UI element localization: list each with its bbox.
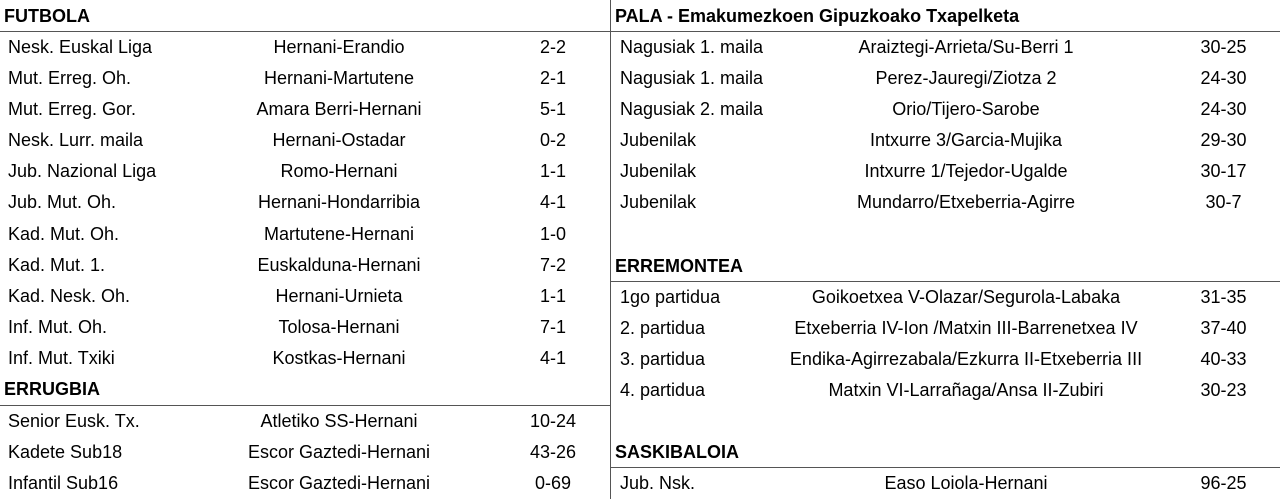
match-cell: Mundarro/Etxeberria-Agirre [856, 192, 1076, 212]
table-row [0, 187, 610, 218]
match-cell: Kostkas-Hernani [272, 348, 406, 368]
score-cell: 24-30 [1200, 99, 1247, 119]
table-row [0, 343, 610, 374]
score-cell: 37-40 [1200, 318, 1247, 338]
table-row [611, 94, 1280, 125]
score-cell: 10-24 [529, 411, 577, 431]
score-cell: 40-33 [1200, 349, 1247, 369]
table-row [0, 281, 610, 312]
category-cell: Nesk. Lurr. maila [8, 130, 144, 150]
score-cell: 4-1 [539, 192, 566, 212]
match-cell: Easo Loiola-Hernani [884, 473, 1048, 493]
category-cell: Inf. Mut. Oh. [8, 317, 108, 337]
score-cell: 0-69 [534, 473, 572, 493]
category-cell: Kad. Mut. 1. [8, 255, 106, 275]
category-cell: 2. partidua [620, 318, 706, 338]
score-cell: 30-25 [1200, 37, 1247, 57]
score-cell: 2-1 [539, 68, 566, 88]
table-row [0, 437, 610, 468]
match-cell: Hernani-Hondarribia [257, 192, 421, 212]
match-cell: Hernani-Martutene [263, 68, 415, 88]
category-cell: Jubenilak [620, 130, 697, 150]
table-row [611, 63, 1280, 94]
match-cell: Hernani-Erandio [273, 37, 405, 57]
score-cell: 24-30 [1200, 68, 1247, 88]
category-cell: Jub. Nazional Liga [8, 161, 157, 181]
table-row [611, 375, 1280, 406]
table-row [611, 282, 1280, 313]
saskibaloia-title: SASKIBALOIA [615, 442, 740, 462]
table-row [611, 156, 1280, 187]
score-cell: 2-2 [539, 37, 566, 57]
category-cell: Mut. Erreg. Oh. [8, 68, 132, 88]
table-row [611, 125, 1280, 156]
category-cell: Infantil Sub16 [8, 473, 119, 493]
score-cell: 1-1 [539, 286, 566, 306]
table-row [0, 219, 610, 250]
match-cell: Etxeberria IV-Ion /Matxin III-Barrenetxea IV [794, 318, 1138, 338]
score-cell: 4-1 [539, 348, 566, 368]
category-cell: Nagusiak 2. maila [620, 99, 764, 119]
futbola-title: FUTBOLA [4, 6, 90, 26]
table-row [0, 125, 610, 156]
match-cell: Atletiko SS-Hernani [260, 411, 418, 431]
category-cell: Jubenilak [620, 161, 697, 181]
table-row [611, 313, 1280, 344]
category-cell: 3. partidua [620, 349, 706, 369]
match-cell: Escor Gaztedi-Hernani [247, 442, 431, 462]
table-row [611, 468, 1280, 499]
score-cell: 29-30 [1200, 130, 1247, 150]
category-cell: Kadete Sub18 [8, 442, 123, 462]
table-row [0, 312, 610, 343]
table-row [0, 94, 610, 125]
match-cell: Araiztegi-Arrieta/Su-Berri 1 [858, 37, 1074, 57]
category-cell: Kad. Nesk. Oh. [8, 286, 131, 306]
table-row [611, 32, 1280, 63]
score-cell: 1-0 [539, 224, 566, 244]
score-cell: 30-17 [1200, 161, 1247, 181]
match-cell: Endika-Agirrezabala/Ezkurra II-Etxeberria III [789, 349, 1143, 369]
score-cell: 7-1 [539, 317, 566, 337]
score-cell: 5-1 [539, 99, 566, 119]
category-cell: Jub. Mut. Oh. [8, 192, 117, 212]
score-cell: 1-1 [539, 161, 566, 181]
category-cell: Mut. Erreg. Gor. [8, 99, 137, 119]
match-cell: Hernani-Urnieta [275, 286, 403, 306]
category-cell: Jub. Nsk. [620, 473, 696, 493]
left-column [0, 0, 610, 499]
table-row [0, 468, 610, 499]
category-cell: Nesk. Euskal Liga [8, 37, 153, 57]
score-cell: 0-2 [539, 130, 566, 150]
category-cell: Nagusiak 1. maila [620, 37, 764, 57]
category-cell: Inf. Mut. Txiki [8, 348, 115, 368]
category-cell: Senior Eusk. Tx. [8, 411, 140, 431]
table-row [611, 187, 1280, 218]
match-cell: Amara Berri-Hernani [256, 99, 422, 119]
match-cell: Intxurre 3/Garcia-Mujika [869, 130, 1063, 150]
erremontea-title: ERREMONTEA [615, 256, 744, 276]
score-cell: 7-2 [539, 255, 566, 275]
score-cell: 31-35 [1200, 287, 1247, 307]
match-cell: Orio/Tijero-Sarobe [892, 99, 1040, 119]
errugbia-title: ERRUGBIA [4, 379, 101, 399]
category-cell: Jubenilak [620, 192, 697, 212]
match-cell: Tolosa-Hernani [278, 317, 400, 337]
right-column [610, 0, 1280, 499]
score-cell: 30-7 [1205, 192, 1242, 212]
table-row [0, 156, 610, 187]
match-cell: Matxin VI-Larrañaga/Ansa II-Zubiri [828, 380, 1104, 400]
table-row [0, 63, 610, 94]
category-cell: 1go partidua [620, 287, 721, 307]
pala-title: PALA - Emakumezkoen Gipuzkoako Txapelketa [615, 6, 1020, 26]
table-row [0, 32, 610, 63]
match-cell: Goikoetxea V-Olazar/Segurola-Labaka [811, 287, 1121, 307]
match-cell: Perez-Jauregi/Ziotza 2 [875, 68, 1057, 88]
match-cell: Martutene-Hernani [263, 224, 415, 244]
match-cell: Euskalduna-Hernani [257, 255, 421, 275]
match-cell: Romo-Hernani [280, 161, 398, 181]
match-cell: Intxurre 1/Tejedor-Ugalde [864, 161, 1068, 181]
table-row [611, 344, 1280, 375]
table-row [0, 250, 610, 281]
category-cell: Nagusiak 1. maila [620, 68, 764, 88]
table-row [0, 406, 610, 437]
match-cell: Hernani-Ostadar [272, 130, 406, 150]
score-cell: 96-25 [1200, 473, 1247, 493]
score-cell: 30-23 [1200, 380, 1247, 400]
category-cell: Kad. Mut. Oh. [8, 224, 120, 244]
match-cell: Escor Gaztedi-Hernani [247, 473, 431, 493]
score-cell: 43-26 [529, 442, 577, 462]
category-cell: 4. partidua [620, 380, 706, 400]
